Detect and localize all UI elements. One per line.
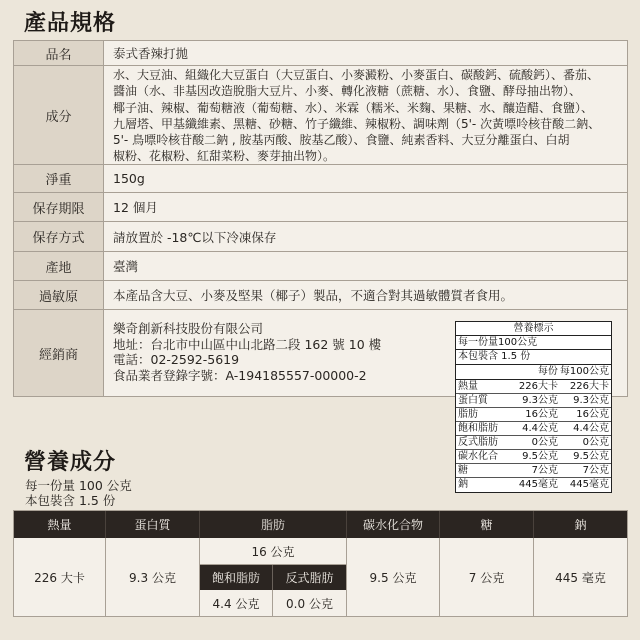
spec-row-name — [14, 41, 627, 66]
nutrient-per-serving: 16公克 — [525, 409, 558, 420]
spec-value-ingredients — [104, 66, 627, 164]
nutrition-label-row — [456, 422, 611, 436]
spec-label: 產地 — [14, 252, 104, 280]
nutrient-per-100g: 445毫克 — [569, 479, 609, 490]
nt-label-saturated-fat: 飽和脂肪 — [200, 565, 273, 590]
ingredient-line: 醬油（水、非基因改造脫脂大豆片、小麥、轉化液糖（蔗糖、水）、食鹽、酵母抽出物）、 — [113, 84, 582, 99]
distributor-phone: 電話：02-2592-5619 — [113, 352, 240, 368]
nt-header-calories: 熱量 — [14, 511, 106, 538]
spec-label: 成分 — [14, 66, 104, 164]
nutrient-per-100g: 0公克 — [582, 437, 609, 448]
nutrient-per-100g: 226大卡 — [569, 381, 609, 392]
nutrition-servings-per-package: 本包裝含 1.5 份 — [25, 493, 116, 508]
ingredient-line: 椒粉、花椒粉、紅甜菜粉、麥芽抽出物）。 — [113, 149, 336, 164]
nutrition-label-row — [456, 380, 611, 394]
spec-label: 淨重 — [14, 165, 104, 192]
spec-value-name: 泰式香辣打拋 — [104, 41, 627, 65]
nutrition-label-servings: 本包裝含 1.5 份 — [456, 350, 611, 365]
spec-label: 保存期限 — [14, 193, 104, 221]
nutrient-per-serving: 7公克 — [531, 465, 558, 476]
nutrient-name: 脂肪 — [458, 409, 478, 420]
spec-row-shelf-life — [14, 193, 627, 222]
nutrient-per-100g: 9.5公克 — [573, 451, 609, 462]
nutrition-label-header — [456, 365, 611, 380]
nutrient-per-serving: 9.3公克 — [522, 395, 558, 406]
distributor-registration: 食品業者登錄字號：A-194185557-00000-2 — [113, 367, 367, 383]
nt-header-carbs: 碳水化合物 — [347, 511, 440, 538]
nutrient-name: 蛋白質 — [458, 395, 488, 406]
nutrient-name: 飽和脂肪 — [458, 423, 498, 434]
nutrition-label-row — [456, 450, 611, 464]
spec-value-allergen: 本產品含大豆、小麥及堅果（椰子）製品，不適合對其過敏體質者食用。 — [104, 281, 627, 309]
nt-value-calories: 226 大卡 — [14, 538, 106, 616]
spec-value-net-weight: 150g — [104, 165, 627, 192]
nutrition-table — [13, 510, 628, 617]
spec-value-shelf-life: 12 個月 — [104, 193, 627, 221]
distributor-address: 地址：台北市中山區中山北路二段 162 號 10 樓 — [113, 336, 382, 352]
spec-title: 產品規格 — [24, 11, 117, 36]
nutrient-per-serving: 445毫克 — [518, 479, 558, 490]
spec-row-net-weight — [14, 165, 627, 193]
nt-value-sugar: 7 公克 — [440, 538, 534, 616]
nt-header-sodium: 鈉 — [534, 511, 627, 538]
nutrition-label-box — [455, 321, 612, 493]
nt-value-fat: 16 公克 — [200, 538, 347, 565]
ingredient-line: 水、大豆油、組織化大豆蛋白（大豆蛋白、小麥澱粉、小麥蛋白、碳酸鈣、硫酸鈣）、番茄、 — [113, 68, 600, 82]
nutrition-label-row — [456, 436, 611, 450]
nutrition-title: 營養成分 — [24, 450, 117, 475]
spec-label: 過敏原 — [14, 281, 104, 309]
nutrient-per-100g: 16公克 — [576, 409, 609, 420]
nt-value-saturated-fat: 4.4 公克 — [200, 590, 273, 616]
ingredient-line: 5'- 鳥嘌呤核苷酸二鈉 , 胺基丙酸、胺基乙酸）、食鹽、純素香料、大豆分離蛋白、白胡 — [113, 133, 570, 148]
distributor-company: 樂奇創新科技股份有限公司 — [113, 321, 264, 336]
nutrition-label-col-per-serving: 每份 — [537, 366, 558, 377]
nutrient-name: 熱量 — [458, 381, 478, 392]
spec-label: 經銷商 — [14, 310, 104, 396]
nutrition-label-title: 營養標示 — [456, 322, 611, 336]
nt-value-sodium: 445 毫克 — [555, 570, 606, 585]
nutrition-label-row — [456, 464, 611, 478]
spec-label: 保存方式 — [14, 222, 104, 251]
spec-row-ingredients — [14, 66, 627, 165]
nutrient-per-serving: 9.5公克 — [522, 451, 558, 462]
spec-value-storage: 請放置於 -18℃以下冷凍保存 — [104, 222, 627, 251]
nutrient-per-100g: 9.3公克 — [573, 395, 609, 406]
nutrition-label-row — [456, 394, 611, 408]
nt-header-fat: 脂肪 — [200, 511, 347, 538]
nutrient-per-serving: 0公克 — [531, 437, 558, 448]
spec-row-storage — [14, 222, 627, 252]
nt-value-carbs: 9.5 公克 — [347, 538, 440, 616]
nt-header-protein: 蛋白質 — [106, 511, 200, 538]
spec-row-allergen — [14, 281, 627, 310]
ingredient-line: 椰子油、辣椒、葡萄糖液（葡萄糖、水）、米霖（糯米、米麴、果糖、水、釀造醋、食鹽）、 — [113, 100, 594, 115]
nutrient-per-100g: 4.4公克 — [573, 423, 609, 434]
nutrient-name: 鈉 — [458, 479, 468, 490]
nutrition-label-row — [456, 478, 611, 492]
nutrient-name: 反式脂肪 — [458, 437, 498, 448]
nutrient-name: 糖 — [458, 465, 468, 476]
spec-row-origin — [14, 252, 627, 281]
nt-label-trans-fat: 反式脂肪 — [273, 565, 347, 590]
nutrition-label-serving-size: 每一份量100公克 — [456, 336, 611, 350]
nutrient-per-serving: 226大卡 — [518, 381, 558, 392]
nutrient-name: 碳水化合 — [458, 451, 498, 462]
nutrition-label-header-blank — [456, 365, 508, 379]
ingredient-line: 九層塔、甲基纖維素、黑糖、砂糖、竹子纖維、辣椒粉、調味劑（5'- 次黃嘌呤核苷酸二鈉、 — [113, 116, 601, 131]
nt-value-protein: 9.3 公克 — [106, 538, 200, 616]
nutrient-per-100g: 7公克 — [582, 465, 609, 476]
nutrition-label-col-per-100g: 每100公克 — [559, 366, 609, 377]
nt-value-trans-fat: 0.0 公克 — [273, 590, 347, 616]
nutrition-serving-size: 每一份量 100 公克 — [25, 478, 132, 493]
spec-label: 品名 — [14, 41, 104, 65]
nutrient-per-serving: 4.4公克 — [522, 423, 558, 434]
spec-value-origin: 臺灣 — [104, 252, 627, 280]
nt-header-sugar: 糖 — [440, 511, 534, 538]
nutrition-label-row — [456, 408, 611, 422]
